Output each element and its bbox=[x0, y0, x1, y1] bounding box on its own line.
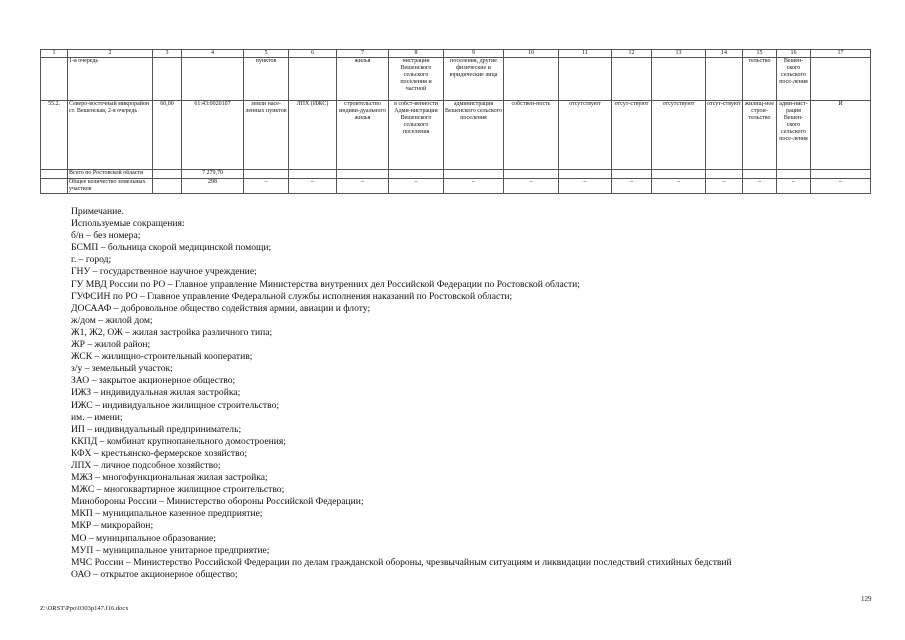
note-line: б/н – без номера; bbox=[71, 230, 141, 242]
table-cell bbox=[743, 170, 777, 179]
note-line: ГНУ – государственное научное учреждение; bbox=[71, 266, 257, 278]
table-cell bbox=[706, 58, 743, 101]
table-cell: отсут-ствуют bbox=[706, 101, 743, 170]
notes-subheading: Используемые сокращения: bbox=[71, 218, 185, 230]
table-cell bbox=[777, 170, 811, 179]
table-cell bbox=[41, 58, 68, 101]
note-line: МЖЗ – многофункциональная жилая застройка; bbox=[71, 472, 268, 484]
note-line: з/у – земельный участок; bbox=[71, 363, 173, 375]
header-cell: 8 bbox=[389, 50, 444, 58]
table-cell: – bbox=[612, 179, 652, 194]
table-cell bbox=[811, 58, 871, 101]
note-line: МКР – микрорайон; bbox=[71, 520, 154, 532]
header-cell: 17 bbox=[811, 50, 871, 58]
table-cell: – bbox=[706, 179, 743, 194]
table-cell: поселения, другие физические и юридические лица bbox=[444, 58, 504, 101]
table-cell bbox=[244, 170, 289, 179]
table-cell: адми-нист-рация Вешен-ского сельского посе-ления bbox=[777, 101, 811, 170]
table-cell: – bbox=[559, 179, 612, 194]
note-line: МО – муниципальное образование; bbox=[71, 532, 216, 544]
table-cell bbox=[612, 170, 652, 179]
note-line: ГУФСИН по РО – Главное управление Федеральной службы исполнения наказаний по Ростовской области; bbox=[71, 290, 513, 302]
table-cell: И bbox=[811, 101, 871, 170]
note-line: КФХ – крестьянско-фермерское хозяйство; bbox=[71, 447, 248, 459]
table-cell: 298 bbox=[182, 179, 244, 194]
abbreviations-notes bbox=[71, 206, 851, 581]
header-cell: 11 bbox=[559, 50, 612, 58]
note-line: ИЖЗ – индивидуальная жилая застройка; bbox=[71, 387, 241, 399]
note-line: МЖС – многоквартирное жилищное строительство; bbox=[71, 484, 285, 496]
table-cell: в собст-венности Адми-нистрации Вешенского сельского поселения bbox=[389, 101, 444, 170]
header-cell: 4 bbox=[182, 50, 244, 58]
note-line: Минобороны России – Министерство обороны Российской Федерации; bbox=[71, 496, 364, 508]
table-cell: – bbox=[337, 179, 389, 194]
header-cell: 15 bbox=[743, 50, 777, 58]
table-cell: собствен-ность bbox=[504, 101, 559, 170]
note-line: ЗАО – закрытое акционерное общество; bbox=[71, 375, 236, 387]
header-cell: 1 bbox=[41, 50, 68, 58]
table-row bbox=[41, 179, 871, 194]
table-cell bbox=[41, 179, 68, 194]
note-line: ЖСК – жилищно-строительный кооператив; bbox=[71, 351, 253, 363]
note-line: г. – город; bbox=[71, 254, 112, 266]
table-cell bbox=[559, 170, 612, 179]
note-line: ГУ МВД России по РО – Главное управление Министерства внутренних дел Российской Федерации по Ростовской области; bbox=[71, 278, 580, 290]
table-cell: – bbox=[244, 179, 289, 194]
note-line: ОАО – открытое акционерное общество; bbox=[71, 568, 238, 580]
table-cell: жилья bbox=[337, 58, 389, 101]
header-cell: 10 bbox=[504, 50, 559, 58]
header-cell: 5 bbox=[244, 50, 289, 58]
header-cell: 9 bbox=[444, 50, 504, 58]
table-cell: 7 279,70 bbox=[182, 170, 244, 179]
table-cell bbox=[153, 170, 182, 179]
note-line: БСМП – больница скорой медицинской помощи; bbox=[71, 242, 272, 254]
table-cell: 61:43:0020107 bbox=[182, 101, 244, 170]
table-cell bbox=[652, 58, 706, 101]
table-cell bbox=[289, 170, 337, 179]
notes-heading: Примечание. bbox=[71, 206, 124, 217]
table-cell bbox=[612, 58, 652, 101]
table-cell bbox=[337, 170, 389, 179]
table-row bbox=[41, 101, 871, 170]
table-cell bbox=[504, 58, 559, 101]
land-plots-table bbox=[40, 49, 871, 194]
table-cell: строительство индиви-дуального жилья bbox=[337, 101, 389, 170]
table-cell: отсутствуют bbox=[559, 101, 612, 170]
table-cell: отсут-ствуют bbox=[612, 101, 652, 170]
note-line: МЧС России – Министерство Российской Федерации по делам гражданской обороны, чрезвычайным ситуациям и ликвидации последствий стихийных бедствий bbox=[71, 556, 732, 568]
header-cell: 6 bbox=[289, 50, 337, 58]
table-cell: Общее количество земельных участков bbox=[68, 179, 153, 194]
table-cell: 60,00 bbox=[153, 101, 182, 170]
table-cell: 1-я очередь bbox=[68, 58, 153, 101]
header-cell: 14 bbox=[706, 50, 743, 58]
note-line: Ж1, Ж2, ОЖ – жилая застройка различного типа; bbox=[71, 326, 273, 338]
note-line: ИЖС – индивидуальное жилищное строительство; bbox=[71, 399, 280, 411]
header-cell: 12 bbox=[612, 50, 652, 58]
table-cell bbox=[811, 170, 871, 179]
table-row bbox=[41, 170, 871, 179]
note-line: им. – имени; bbox=[71, 411, 123, 423]
header-cell: 2 bbox=[68, 50, 153, 58]
table-cell: – bbox=[652, 179, 706, 194]
table-header-row bbox=[41, 50, 871, 58]
table-cell bbox=[706, 170, 743, 179]
table-cell: нистрации Вешенского сельского поселения и частной bbox=[389, 58, 444, 101]
table-cell: – bbox=[444, 179, 504, 194]
note-line: ж/дом – жилой дом; bbox=[71, 314, 153, 326]
page-number: 129 bbox=[861, 595, 872, 603]
table-cell: Вешен-ского сельского посе-ления bbox=[777, 58, 811, 101]
table-cell: Северо-восточный микрорайон ст. Вешенская, 2-я очередь bbox=[68, 101, 153, 170]
note-line: МКП – муниципальное казенное предприятие; bbox=[71, 508, 263, 520]
table-cell bbox=[652, 170, 706, 179]
table-cell bbox=[153, 58, 182, 101]
table-row bbox=[41, 58, 871, 101]
table-cell: – bbox=[289, 179, 337, 194]
table-cell: жилищ-ное строи-тельство bbox=[743, 101, 777, 170]
table-cell bbox=[504, 170, 559, 179]
note-line: ЖР – жилой район; bbox=[71, 339, 151, 351]
table-cell: Всего по Ростовской области bbox=[68, 170, 153, 179]
table-cell: – bbox=[504, 179, 559, 194]
table-cell: отсутствуют bbox=[652, 101, 706, 170]
note-line: ККПД – комбинат крупнопанельного домостроения; bbox=[71, 435, 286, 447]
table-cell bbox=[182, 58, 244, 101]
header-cell: 7 bbox=[337, 50, 389, 58]
table-cell bbox=[153, 179, 182, 194]
footer-file-path: Z:\ORST\Ppo\0303p147.f16.docx bbox=[40, 605, 129, 612]
header-cell: 13 bbox=[652, 50, 706, 58]
note-line: ЛПХ – личное подсобное хозяйство; bbox=[71, 459, 221, 471]
table-cell: земли насе-ленных пунктов bbox=[244, 101, 289, 170]
note-line: МУП – муниципальное унитарное предприятие; bbox=[71, 544, 270, 556]
table-cell: – bbox=[389, 179, 444, 194]
table-cell: пунктов bbox=[244, 58, 289, 101]
note-line: ДОСААФ – добровольное общество содействия армии, авиации и флоту; bbox=[71, 302, 371, 314]
table-cell: – bbox=[811, 179, 871, 194]
note-line: ИП – индивидуальный предприниматель; bbox=[71, 423, 242, 435]
header-cell: 16 bbox=[777, 50, 811, 58]
table-cell bbox=[289, 58, 337, 101]
table-cell bbox=[41, 170, 68, 179]
table-cell bbox=[389, 170, 444, 179]
table-cell bbox=[559, 58, 612, 101]
table-cell: – bbox=[743, 179, 777, 194]
table-cell: 55.2. bbox=[41, 101, 68, 170]
table-cell: администрация Вешенского сельского поселения bbox=[444, 101, 504, 170]
table-cell: ЛПХ (ИЖС) bbox=[289, 101, 337, 170]
table-cell: тельство bbox=[743, 58, 777, 101]
table-cell bbox=[444, 170, 504, 179]
header-cell: 3 bbox=[153, 50, 182, 58]
table-cell: – bbox=[777, 179, 811, 194]
